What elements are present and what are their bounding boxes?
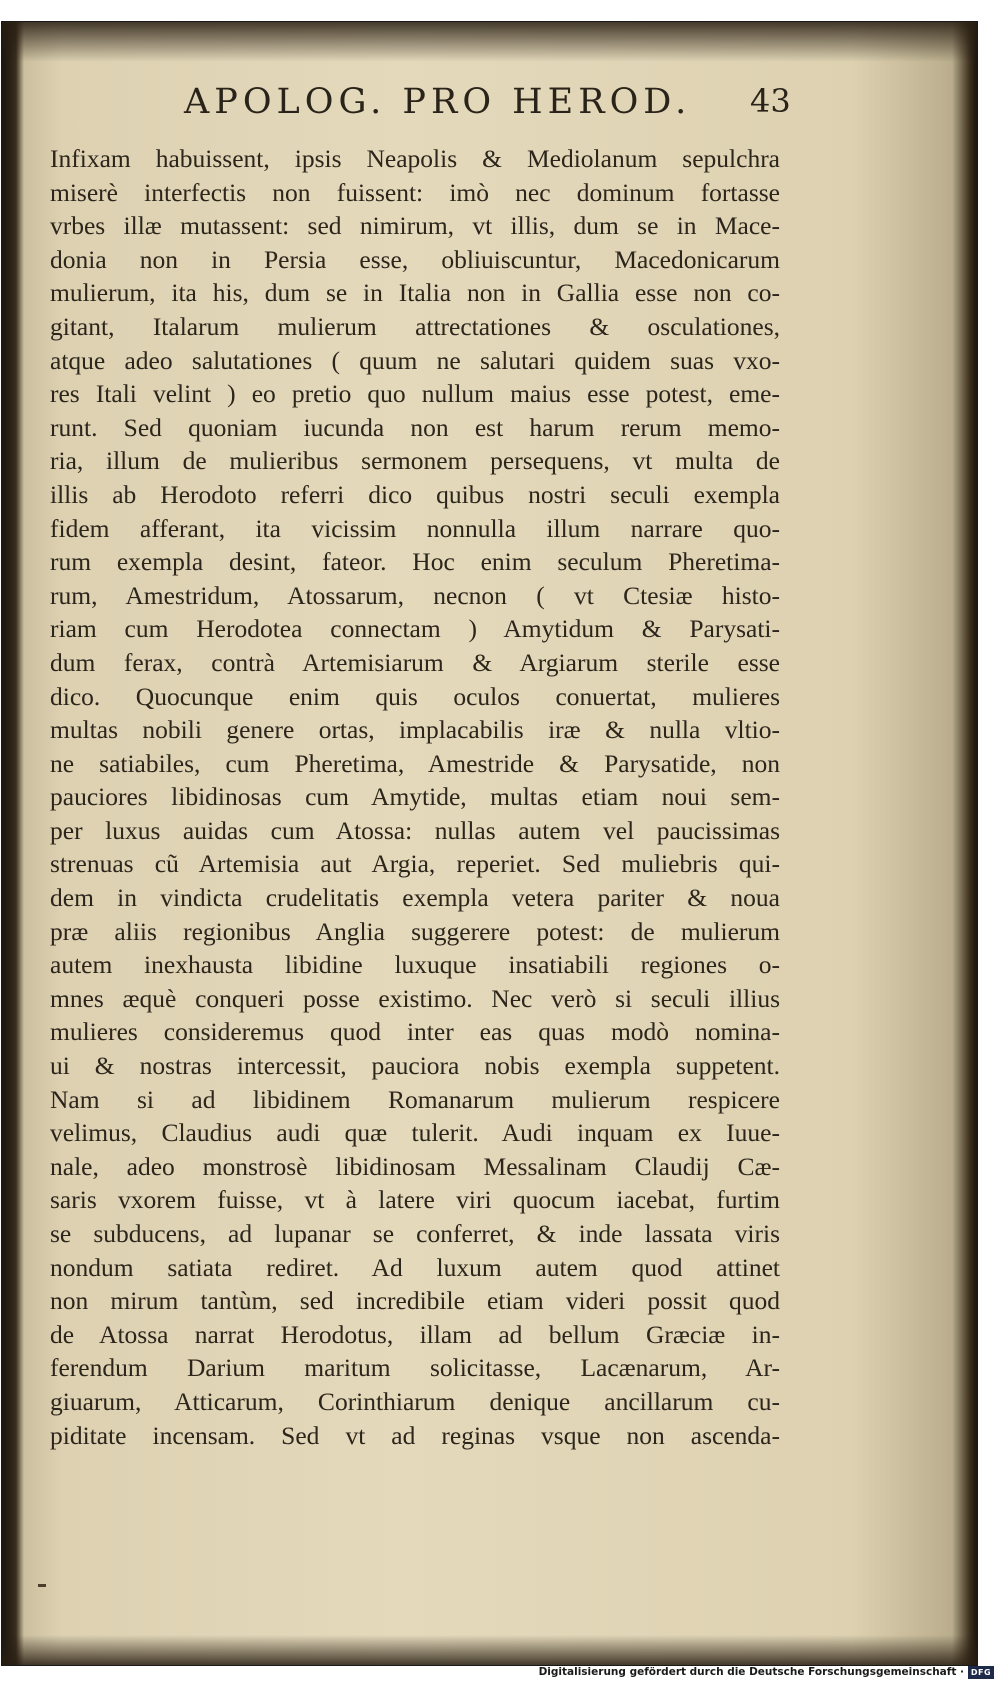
dfg-logo: DFG [968,1666,994,1679]
text-line: rum exempla desint, fateor. Hoc enim seculum Pheretima- [50,547,780,577]
text-line: Infixam habuissent, ipsis Neapolis & Mediolanum sepulchra [50,144,780,173]
text-line: piditate incensam. Sed vt ad reginas vsque non ascenda- [50,1420,780,1450]
text-line: riam cum Herodotea connectam ) Amytidum & Parysati- [50,614,780,644]
text-line: ne satiabiles, cum Pheretima, Amestride & Parysatide, non [50,748,780,778]
text-line: gitant, Italarum mulierum attrectationes & osculationes, [50,311,780,341]
text-line: non mirum tantùm, sed incredibile etiam videri possit quod [50,1286,780,1316]
text-line: fidem afferant, ita vicissim nonnulla illum narrare quo- [50,513,780,543]
body-text [50,142,780,1452]
text-line: nondum satiata rediret. Ad luxum autem quod attinet [50,1252,780,1282]
text-line: multas nobili genere ortas, implacabilis iræ & nulla vltio- [50,715,780,745]
text-line: nale, adeo monstrosè libidinosam Messalinam Claudij Cæ- [50,1151,780,1181]
text-line: ria, illum de mulieribus sermonem persequens, vt multa de [50,446,780,476]
page-number: 43 [750,82,791,120]
text-line: res Itali velint ) eo pretio quo nullum maius esse potest, eme- [50,379,780,409]
text-line: mulierum, ita his, dum se in Italia non in Gallia esse non co- [50,278,780,308]
text-line: dem in vindicta crudelitatis exempla vetera pariter & noua [50,883,780,913]
text-line: Nam si ad libidinem Romanarum mulierum respicere [50,1084,780,1114]
text-line: autem inexhausta libidine luxuque insatiabili regiones o- [50,950,780,980]
text-line: vrbes illæ mutassent: sed nimirum, vt illis, dum se in Mace- [50,211,780,241]
text-line: ferendum Darium maritum solicitasse, Lacænarum, Ar- [50,1353,780,1383]
text-line: miserè interfectis non fuissent: imò nec dominum fortasse [50,177,780,207]
text-line: præ aliis regionibus Anglia suggerere potest: de mulierum [50,916,780,946]
text-line: mnes æquè conqueri posse existimo. Nec verò si seculi illius [50,983,780,1013]
text-line: donia non in Persia esse, obliuiscuntur, Macedonicarum [50,244,780,274]
text-line: de Atossa narrat Herodotus, illam ad bellum Græciæ in- [50,1319,780,1349]
running-head: APOLOG. PRO HEROD. [184,82,692,122]
text-line: per luxus auidas cum Atossa: nullas autem vel paucissimas [50,815,780,845]
text-line: illis ab Herodoto referri dico quibus nostri seculi exempla [50,479,780,509]
text-line: atque adeo salutationes ( quum ne salutari quidem suas vxo- [50,345,780,375]
text-line: dum ferax, contrà Artemisiarum & Argiarum sterile esse [50,647,780,677]
text-line: rum, Amestridum, Atossarum, necnon ( vt Ctesiæ histo- [50,580,780,610]
text-line: velimus, Claudius audi quæ tulerit. Audi inquam ex Iuue- [50,1118,780,1148]
funding-credit: Digitalisierung gefördert durch die Deutsche Forschungsgemeinschaft · [538,1666,964,1678]
text-line: dico. Quocunque enim quis oculos conuertat, mulieres [50,681,780,711]
text-line: runt. Sed quoniam iucunda non est harum rerum memo- [50,412,780,442]
text-line: strenuas cũ Artemisia aut Argia, reperiet. Sed muliebris qui- [50,849,780,879]
text-line: ui & nostras intercessit, pauciora nobis exempla suppetent. [50,1051,780,1081]
text-line: giuarum, Atticarum, Corinthiarum denique ancillarum cu- [50,1386,780,1416]
text-line: mulieres consideremus quod inter eas quas modò nomina- [50,1017,780,1047]
scanned-page [2,22,977,1665]
margin-mark [38,1584,46,1587]
footer [539,1664,994,1680]
text-line: saris vxorem fuisse, vt à latere viri quocum iacebat, furtim [50,1185,780,1215]
text-line: pauciores libidinosas cum Amytide, multas etiam noui sem- [50,782,780,812]
text-line: se subducens, ad lupanar se conferret, & inde lassata viris [50,1219,780,1248]
